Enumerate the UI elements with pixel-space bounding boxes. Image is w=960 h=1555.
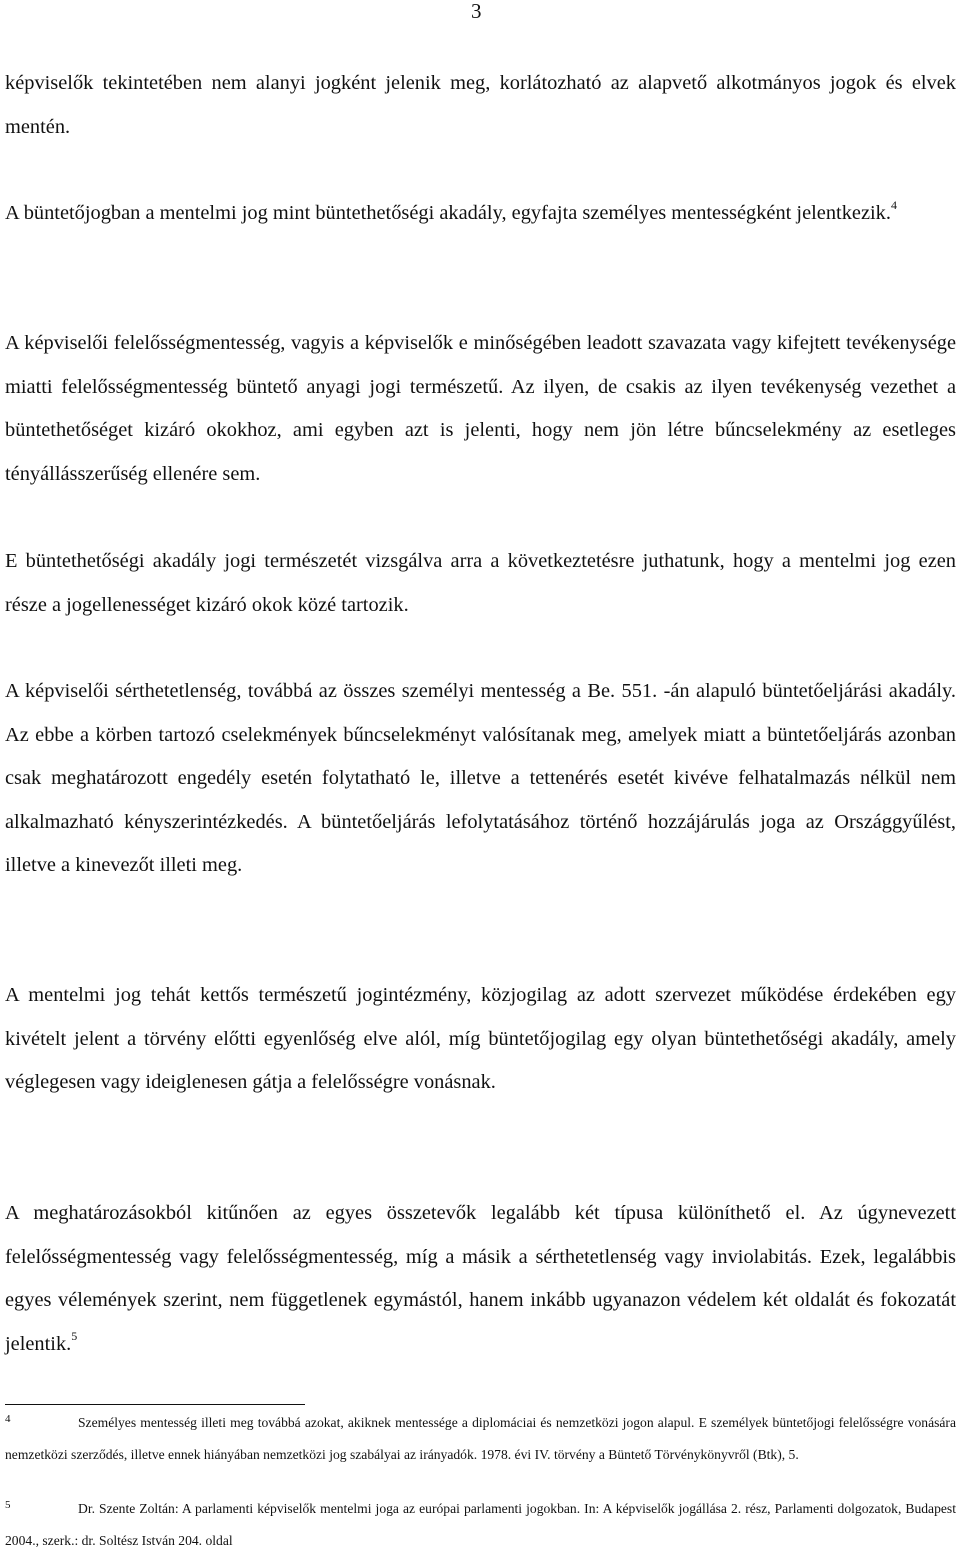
paragraph-text: E büntethetőségi akadály jogi természetét vizsgálva arra a következtetésre juthatunk, hogy a mentelmi jog ezen része a jogellenességet kizáró okok közé tartozik.: [5, 550, 956, 616]
footnote-number: 5: [5, 1499, 11, 1511]
paragraph-1: [5, 62, 956, 149]
paragraph-3: [5, 322, 956, 496]
paragraph-text: A képviselői felelősségmentesség, vagyis a képviselők e minőségében leadott szavazata vagy kifejtett tevékenysége miatti felelősségmentesség büntető anyagi jogi természetű. Az ilyen, de csakis az ilyen tevékenység vezethet a büntethetőséget kizáró okokhoz, ami egyben azt is jelenti, hogy nem jön létre bűncselekmény az esetleges tényállásszerűség ellenére sem.: [5, 332, 956, 485]
paragraph-2: [5, 192, 956, 238]
paragraph-text: A mentelmi jog tehát kettős természetű jogintézmény, közjogilag az adott szervezet működése érdekében egy kivételt jelent a törvény előtti egyenlőség elve alól, míg büntetőjogilag egy olyan büntethetőségi akadály, amely véglegesen vagy ideiglenesen gátja a felelősségre vonásnak.: [5, 984, 956, 1093]
footnote-5: [5, 1494, 956, 1555]
paragraph-text: A meghatározásokból kitűnően az egyes összetevők legalább két típusa különíthető el. Az úgynevezett felelősségmentesség vagy felelősségmentesség, míg a másik a sérthetetlenség vagy inviolabitás. Ezek, legalábbis egyes vélemények szerint, nem függetlenek egymástól, hanem inkább ugyanazon védelem két oldalát és fokozatát jelentik.: [5, 1202, 956, 1355]
footnote-4: [5, 1408, 956, 1469]
paragraph-5: [5, 670, 956, 888]
footnote-text: Személyes mentesség illeti meg továbbá azokat, akiknek mentessége a diplomáciai és nemzetközi jogon alapul. E személyek büntetőjogi felelősségre vonására nemzetközi szerződés, illetve ennek hiányában nemzetközi jog szabályai az irányadók. 1978. évi IV. törvény a Büntető Törvénykönyvről (Btk), 5.: [5, 1415, 956, 1462]
page-number: 3: [471, 0, 482, 23]
paragraph-text: A büntetőjogban a mentelmi jog mint büntethetőségi akadály, egyfajta személyes mentességként jelentkezik.: [5, 202, 891, 224]
paragraph-6: [5, 974, 956, 1105]
footnote-reference[interactable]: 5: [71, 1328, 78, 1343]
footnote-reference[interactable]: 4: [890, 198, 897, 212]
footnote-text: Dr. Szente Zoltán: A parlamenti képviselők mentelmi joga az európai parlamenti jogokban. In: A képviselők jogállása 2. rész, Parlamenti dolgozatok, Budapest 2004., szerk.: dr. Soltész István 204. oldal: [5, 1501, 956, 1548]
paragraph-text: képviselők tekintetében nem alanyi jogként jelenik meg, korlátozható az alapvető alkotmányos jogok és elvek mentén.: [5, 72, 956, 138]
paragraph-7: [5, 1192, 956, 1368]
footnote-number: 4: [5, 1413, 11, 1425]
paragraph-4: [5, 540, 956, 627]
paragraph-text: A képviselői sérthetetlenség, továbbá az összes személyi mentesség a Be. 551. -án alapuló büntetőeljárási akadály. Az ebbe a körben tartozó cselekmények bűncselekményt valósítanak meg, amelyek miatt a büntetőeljárás azonban csak meghatározott engedély esetén folytatható le, illetve a tettenérés esetét kivéve felhatalmazás nélkül nem alkalmazható kényszerintézkedés. A büntetőeljárás lefolytatásához történő hozzájárulás joga az Országgyűlést, illetve a kinevezőt illeti meg.: [5, 680, 956, 876]
